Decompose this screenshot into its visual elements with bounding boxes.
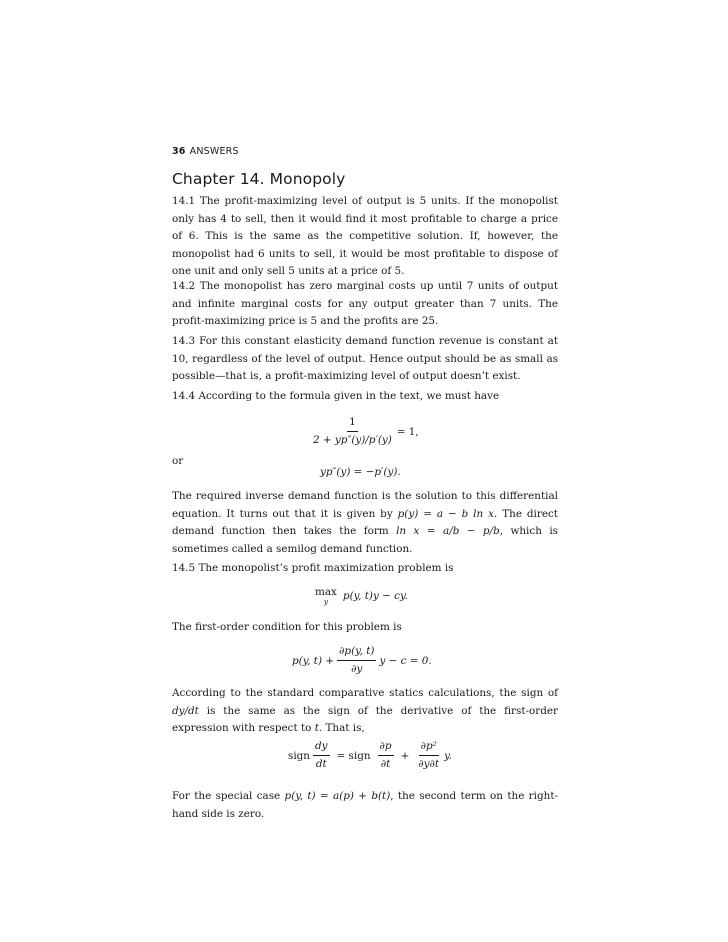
text-span: The required inverse demand function is the solution to this differential equation. It turns out that it is given by xyxy=(172,490,558,520)
text-span: is the same as the sign of the derivative of the first-order expression with respect to xyxy=(172,704,558,735)
equation-max-problem xyxy=(315,586,408,606)
fraction xyxy=(378,740,394,771)
comparative-statics-text xyxy=(172,685,558,738)
sign-tail: y. xyxy=(444,749,452,762)
plus-sign: + xyxy=(400,749,410,762)
first-order-intro: The first-order condition for this problem is xyxy=(172,621,402,633)
fraction-numerator: ∂p(y, t) xyxy=(337,645,376,661)
fraction-denominator: ∂t xyxy=(380,758,391,770)
answer-14-1: 14.1 The profit-maximizing level of output is 5 units. If the monopolist only has 4 to sell, then it would find it most profitable to charge a price of 6. This is the same as the competitive solution. If, however, the monopolist had 6 units to sell, it would be most profitable to dispose of one unit and only sell 5 units at a price of 5. xyxy=(172,195,558,278)
inline-math: p(y) = a − b ln x xyxy=(397,507,494,520)
fraction xyxy=(313,740,330,771)
max-subscript: y xyxy=(323,597,329,606)
equation-14-4-fraction xyxy=(308,416,419,447)
equals-sign: = sign xyxy=(336,749,371,762)
text-span: According to the standard comparative statics calculations, the sign of xyxy=(172,687,558,699)
text-span: , which is sometimes called a semilog demand function. xyxy=(172,525,558,555)
text-span: . The direct demand function then takes the form xyxy=(172,507,558,538)
or-text: or xyxy=(172,455,184,467)
inline-math: p(y, t) = a(p) + b(t) xyxy=(284,790,391,802)
equation-rhs: = 1, xyxy=(396,425,419,438)
fraction-denominator: ∂y∂t xyxy=(418,758,440,770)
foc-rhs: y − c = 0. xyxy=(379,654,432,667)
fraction-numerator: dy xyxy=(313,740,330,756)
answer-14-4-body xyxy=(172,488,558,558)
inline-math: dy/dt xyxy=(172,704,199,717)
inline-math: ln x = a/b − p/b xyxy=(396,525,500,538)
fraction-denominator: 2 + yp″(y)/p′(y) xyxy=(313,434,392,446)
max-label: max xyxy=(315,586,337,598)
running-head xyxy=(172,146,239,157)
special-case-text xyxy=(172,788,558,823)
text-span: For the special case xyxy=(172,790,285,802)
equation-sign xyxy=(288,740,452,771)
text-span: , the second term on the right-hand side is zero. xyxy=(172,790,559,820)
equation-first-order xyxy=(292,645,432,676)
max-operator xyxy=(315,586,337,606)
fraction xyxy=(311,416,394,447)
answer-14-3: 14.3 For this constant elasticity demand function revenue is constant at 10, regardless of the level of output. Hence output should be as small as possible—that is, a profit-maximizing level of output doesn’t exist. xyxy=(172,335,558,383)
text-span: . That is, xyxy=(318,722,365,735)
fraction xyxy=(416,740,441,771)
answer-14-2: 14.2 The monopolist has zero marginal costs up until 7 units of output and infinite marginal costs for any output greater than 7 units. The profit-maximizing price is 5 and the profits are 25. xyxy=(172,280,558,328)
max-body: p(y, t)y − cy. xyxy=(342,590,408,602)
inline-math: t xyxy=(314,722,319,735)
fraction-numerator: ∂p² xyxy=(419,740,439,756)
fraction-numerator: 1 xyxy=(347,416,358,432)
running-title: ANSWERS xyxy=(189,146,239,157)
page-number: 36 xyxy=(172,146,186,157)
fraction-numerator: ∂p xyxy=(378,740,394,756)
answer-14-4-intro: 14.4 According to the formula given in the text, we must have xyxy=(172,390,500,402)
fraction-denominator: ∂y xyxy=(351,663,363,675)
fraction xyxy=(337,645,376,676)
equation-differential: yp″(y) = −p′(y). xyxy=(320,466,401,478)
sign-label: sign xyxy=(288,749,310,762)
chapter-title: Chapter 14. Monopoly xyxy=(172,170,346,188)
foc-lhs: p(y, t) + xyxy=(292,654,335,667)
fraction-denominator: dt xyxy=(315,758,327,770)
answer-14-5-intro: 14.5 The monopolist’s profit maximization problem is xyxy=(172,562,454,574)
